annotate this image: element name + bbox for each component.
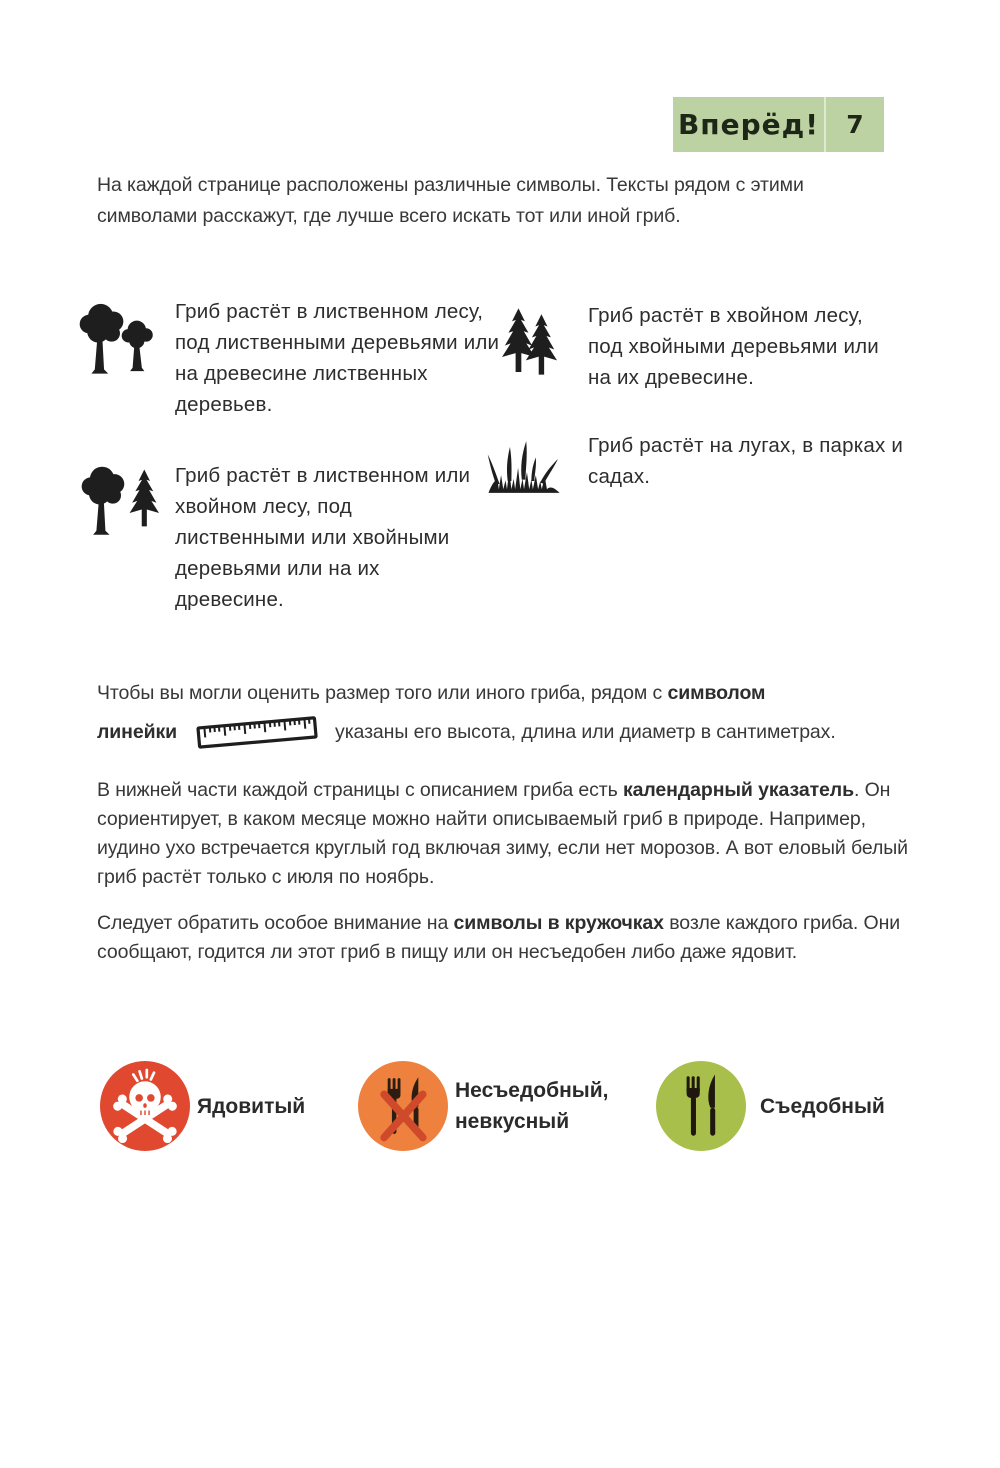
ruler-bold-1: символом xyxy=(667,682,766,704)
mixed-trees-icon xyxy=(80,460,162,615)
habitat-row-deciduous xyxy=(78,296,505,420)
calendar-bold: календарный указатель xyxy=(623,779,854,801)
forward-heading: Вперёд! xyxy=(677,108,820,141)
cutlery-icon xyxy=(656,1061,746,1151)
ruler-bold-2: линейки xyxy=(97,721,178,743)
skull-crossbones-icon xyxy=(100,1061,190,1151)
deciduous-trees-icon xyxy=(78,296,162,420)
habitat-row-mixed xyxy=(80,460,471,615)
grass-icon xyxy=(487,438,561,496)
inedible-badge xyxy=(358,1061,448,1151)
habitat-description: Гриб растёт в хвойном лесу, под хвойными деревьями или на их древесине. xyxy=(588,304,879,389)
conifer-trees-icon xyxy=(497,306,561,393)
habitat-description: Гриб растёт в лиственном или хвойном лесу, под лиственными или хвойными деревьями или на их древесине. xyxy=(175,464,471,611)
intro-paragraph: На каждой странице расположены различные символы. Тексты рядом с этими символами расскажут, где лучше всего искать тот или иной гриб. xyxy=(97,174,804,227)
ruler-paragraph xyxy=(97,678,902,753)
poisonous-badge xyxy=(100,1061,190,1151)
page-header-badge xyxy=(673,97,884,152)
poisonous-label: Ядовитый xyxy=(197,1095,306,1118)
ruler-text-before: Чтобы вы могли оценить размер того или иного гриба, рядом с xyxy=(97,682,668,704)
page-number: 7 xyxy=(846,110,864,139)
calendar-text-before: В нижней части каждой страницы с описанием гриба есть xyxy=(97,779,623,801)
calendar-text-after: . Он сориентирует, в каком месяце можно найти описываемый гриб в природе. Например, иудино ухо встречается круглый год включая зиму, если нет морозов. А вот еловый белый гриб растёт только с июля по ноябрь. xyxy=(97,779,908,888)
habitat-description: Гриб растёт на лугах, в парках и садах. xyxy=(588,434,903,488)
ruler-text-after: указаны его высота, длина или диаметр в сантиметрах. xyxy=(335,721,836,743)
note-text-after: возле каждого гриба. Они сообщают, годится ли этот гриб в пищу или он несъедобен либо даже ядовит. xyxy=(97,912,901,963)
edibility-note-paragraph xyxy=(97,909,915,967)
inedible-label: Несъедобный, невкусный xyxy=(455,1079,609,1133)
habitat-row-grass xyxy=(487,430,908,496)
ruler-icon xyxy=(193,711,321,753)
calendar-paragraph xyxy=(97,776,915,892)
crossed-cutlery-icon xyxy=(358,1061,448,1151)
edible-badge xyxy=(656,1061,746,1151)
habitat-row-conifer xyxy=(497,300,893,393)
note-text-before: Следует обратить особое внимание на xyxy=(97,912,454,934)
habitat-description: Гриб растёт в лиственном лесу, под лиственными деревьями или на древесине лиственных деревьев. xyxy=(175,300,500,416)
edible-label: Съедобный xyxy=(760,1095,885,1118)
note-bold: символы в кружочках xyxy=(453,912,664,934)
